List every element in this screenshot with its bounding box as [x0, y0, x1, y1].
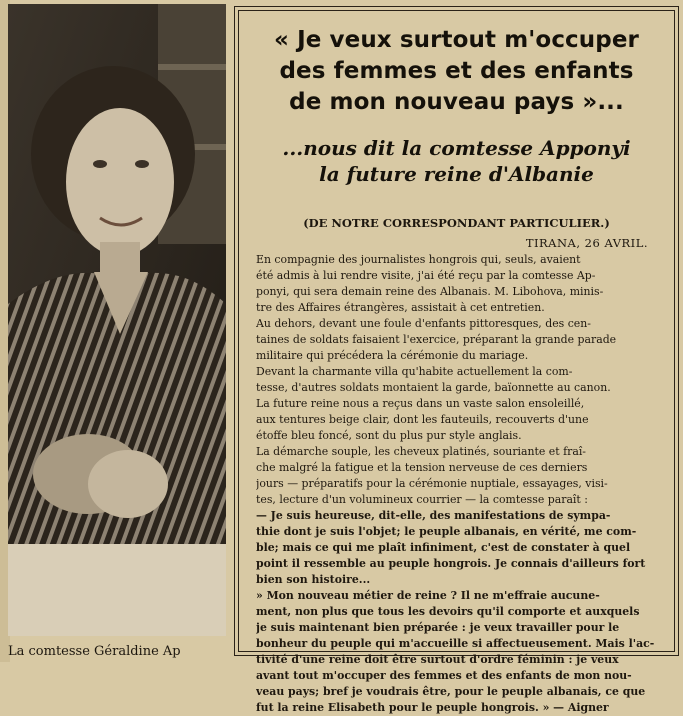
body-line: militaire qui précédera la cérémonie du mariage.: [256, 349, 529, 362]
body-line: tes, lecture d'un volumineux courrier — la comtesse paraît :: [256, 493, 588, 506]
body-line: je suis maintenant bien préparée : je veux travailler pour le: [256, 621, 620, 634]
body-line: avant tout m'occuper des femmes et des enfants de mon nou-: [256, 669, 632, 682]
photo-caption: La comtesse Géraldine Ap: [8, 644, 181, 659]
body-line: étoffe bleu foncé, sont du plus pur style anglais.: [256, 429, 522, 442]
body-line: été admis à lui rendre visite, j'ai été reçu par la comtesse Ap-: [256, 269, 596, 282]
body-line: La démarche souple, les cheveux platinés, souriante et fraî-: [256, 445, 586, 458]
article-inner-border: [238, 10, 675, 714]
body-line: point il ressemble au peuple hongrois. Je connais d'ailleurs fort: [256, 557, 646, 570]
body-line: Devant la charmante villa qu'habite actuellement la com-: [256, 365, 573, 378]
body-line: aux tentures beige clair, dont les fauteuils, recouverts d'une: [256, 413, 589, 426]
article-body: [256, 252, 666, 716]
body-line: ble; mais ce qui me plaît infiniment, c'est de constater à quel: [256, 541, 631, 554]
body-line: thie dont je suis l'objet; le peuple albanais, en vérité, me com-: [256, 525, 637, 538]
body-line: — Je suis heureuse, dit-elle, des manifestations de sympa-: [256, 509, 611, 522]
body-line: ment, non plus que tous les devoirs qu'il comporte et auxquels: [256, 605, 640, 618]
body-line: En compagnie des journalistes hongrois qui, seuls, avaient: [256, 253, 581, 266]
dateline: TIRANA, 26 AVRIL.: [525, 236, 648, 250]
body-line: veau pays; bref je voudrais être, pour le peuple albanais, ce que: [256, 685, 646, 698]
headline-line: de mon nouveau pays »...: [289, 89, 624, 115]
headline-line: des femmes et des enfants: [279, 58, 634, 84]
article-frame: [234, 6, 679, 714]
body-line: che malgré la fatigue et la tension nerveuse de ces derniers: [256, 461, 588, 474]
body-line: ponyi, qui sera demain reine des Albanais. M. Libohova, minis-: [256, 285, 604, 298]
byline: (DE NOTRE CORRESPONDANT PARTICULIER.): [303, 216, 610, 230]
body-line: bonheur du peuple qui m'accueille si affectueusement. Mais l'ac-: [256, 637, 655, 650]
portrait-illustration: [8, 4, 226, 636]
subheadline-line: la future reine d'Albanie: [319, 162, 594, 186]
body-line: tivité d'une reine doit être surtout d'ordre féminin : je veux: [256, 653, 619, 666]
body-line: jours — préparatifs pour la cérémonie nuptiale, essayages, visi-: [256, 477, 608, 490]
portrait-photo: [8, 4, 226, 636]
subheadline: [239, 135, 674, 187]
headline-line: « Je veux surtout m'occuper: [274, 27, 639, 53]
body-line: Au dehors, devant une foule d'enfants pittoresques, des cen-: [256, 317, 591, 330]
body-line: » Mon nouveau métier de reine ? Il ne m'effraie aucune-: [256, 589, 600, 602]
body-line: tesse, d'autres soldats montaient la garde, baïonnette au canon.: [256, 381, 611, 394]
body-line: taines de soldats faisaient l'exercice, préparant la grande parade: [256, 333, 617, 346]
headline: [239, 25, 674, 118]
body-line: bien son histoire...: [256, 573, 371, 586]
body-line: tre des Affaires étrangères, assistait à cet entretien.: [256, 301, 545, 314]
body-line: fut la reine Elisabeth pour le peuple hongrois. » — Aigner: [256, 701, 609, 714]
body-line: La future reine nous a reçus dans un vaste salon ensoleillé,: [256, 397, 585, 410]
subheadline-line: ...nous dit la comtesse Apponyi: [282, 136, 631, 160]
